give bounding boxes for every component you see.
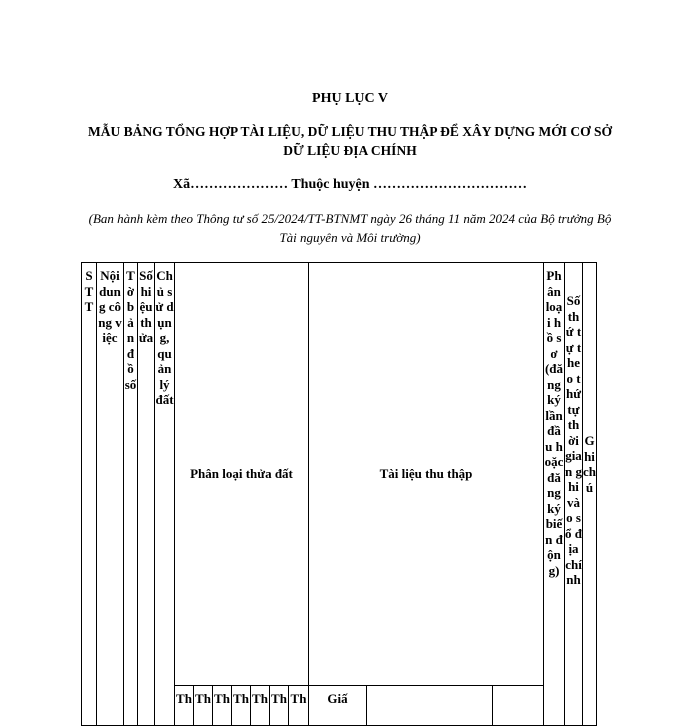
header-phan-loai-thua-dat: Phân loại thửa đất bbox=[175, 263, 309, 686]
sub-header-thua: Th bbox=[232, 686, 251, 726]
form-title: MẪU BẢNG TỔNG HỢP TÀI LIỆU, DỮ LIỆU THU THẬP ĐỂ XÂY DỰNG MỚI CƠ SỞ DỮ LIỆU ĐỊA CHÍNH bbox=[87, 124, 613, 158]
sub-header-empty bbox=[367, 686, 493, 726]
header-ghi-chu: Ghi chú bbox=[583, 263, 597, 726]
header-so-hieu-thua: Số hiệu thửa bbox=[138, 263, 155, 726]
sub-header-thua: Th bbox=[289, 686, 309, 726]
summary-table bbox=[81, 262, 597, 726]
header-stt: STT bbox=[82, 263, 97, 726]
header-chu-su-dung: Chủ sử dụng, quản lý đất bbox=[155, 263, 175, 726]
issuance-note: (Ban hành kèm theo Thông tư số 25/2024/TT-BTNMT ngày 26 tháng 11 năm 2024 của Bộ trưởng Bộ Tài nguyên và Môi trường) bbox=[88, 211, 612, 245]
header-so-thu-tu: Số thứ tự theo thứ tự thời gian ghi vào sổ địa chính bbox=[565, 263, 583, 726]
sub-header-thua: Th bbox=[251, 686, 270, 726]
sub-header-thua: Th bbox=[194, 686, 213, 726]
sub-header-thua: Th bbox=[175, 686, 194, 726]
sub-header-thua: Th bbox=[213, 686, 232, 726]
sub-header-thua: Th bbox=[270, 686, 289, 726]
sub-header-giay: Giấ bbox=[309, 686, 367, 726]
sub-header-empty bbox=[493, 686, 544, 726]
header-noi-dung-cong-viec: Nội dung công việc bbox=[97, 263, 124, 726]
location-line: Xã………………… Thuộc huyện …………………………… bbox=[172, 177, 528, 192]
header-to-ban-do-so: Tờ bản đồ số bbox=[124, 263, 138, 726]
appendix-title: PHỤ LỤC V bbox=[312, 91, 388, 106]
header-phan-loai-ho-so: Phân loại hồ sơ (đăng ký lần đầu hoặc đăng ký biến động) bbox=[544, 263, 565, 726]
header-tai-lieu-thu-thap: Tài liệu thu thập bbox=[309, 263, 544, 686]
